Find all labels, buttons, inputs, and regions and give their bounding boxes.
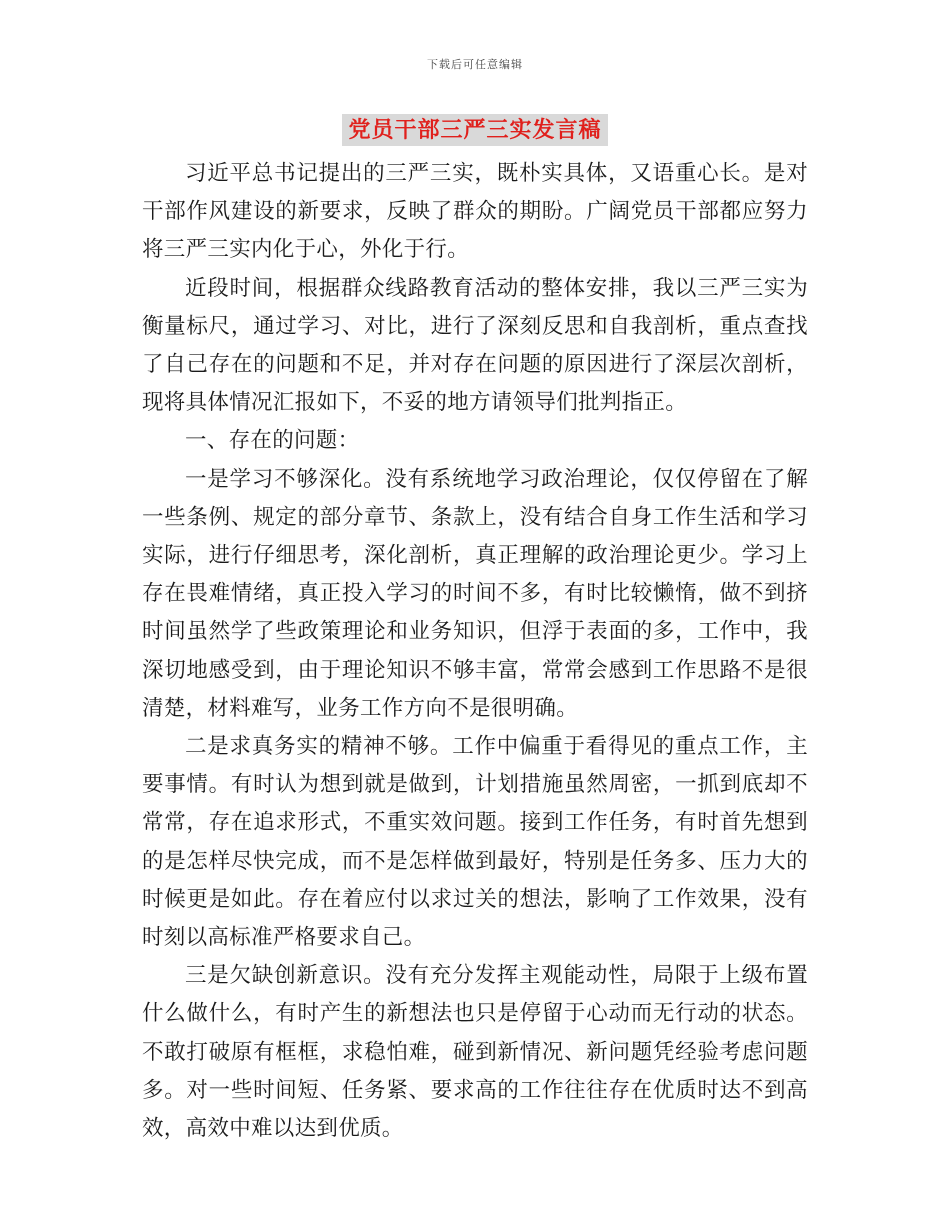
document-body bbox=[142, 155, 808, 1148]
paragraph-problem-1: 一是学习不够深化。没有系统地学习政治理论，仅仅停留在了解一些条例、规定的部分章节、条款上，没有结合自身工作生活和学习实际，进行仔细思考，深化剖析，真正理解的政治理论更少。学习上存在畏难情绪，真正投入学习的时间不多，有时比较懒惰，做不到挤时间虽然学了些政策理论和业务知识，但浮于表面的多，工作中，我深切地感受到，由于理论知识不够丰富，常常会感到工作思路不是很清楚，材料难写，业务工作方向不是很明确。 bbox=[142, 466, 808, 721]
document-title: 党员干部三严三实发言稿 bbox=[342, 114, 607, 146]
title-wrapper bbox=[0, 114, 950, 146]
section-heading-problems: 一、存在的问题： bbox=[185, 428, 360, 454]
paragraph-problem-3: 三是欠缺创新意识。没有充分发挥主观能动性，局限于上级布置什么做什么，有时产生的新想法也只是停留于心动而无行动的状态。不敢打破原有框框，求稳怕难，碰到新情况、新问题凭经验考虑问题多。对一些时间短、任务紧、要求高的工作往往存在优质时达不到高效，高效中难以达到优质。 bbox=[142, 963, 808, 1142]
header-note: 下载后可任意编辑 bbox=[427, 58, 523, 71]
paragraph-problem-2: 二是求真务实的精神不够。工作中偏重于看得见的重点工作，主要事情。有时认为想到就是做到，计划措施虽然周密，一抓到底却不常常，存在追求形式，不重实效问题。接到工作任务，有时首先想到的是怎样尽快完成，而不是怎样做到最好，特别是任务多、压力大的时候更是如此。存在着应付以求过关的想法，影响了工作效果，没有时刻以高标准严格要求自己。 bbox=[142, 734, 808, 951]
paragraph-intro: 习近平总书记提出的三严三实，既朴实具体，又语重心长。是对干部作风建设的新要求，反映了群众的期盼。广阔党员干部都应努力将三严三实内化于心，外化于行。 bbox=[142, 161, 808, 263]
paragraph-background: 近段时间，根据群众线路教育活动的整体安排，我以三严三实为衡量标尺，通过学习、对比，进行了深刻反思和自我剖析，重点查找了自己存在的问题和不足，并对存在问题的原因进行了深层次剖析，现将具体情况汇报如下，不妥的地方请领导们批判指正。 bbox=[142, 275, 808, 416]
